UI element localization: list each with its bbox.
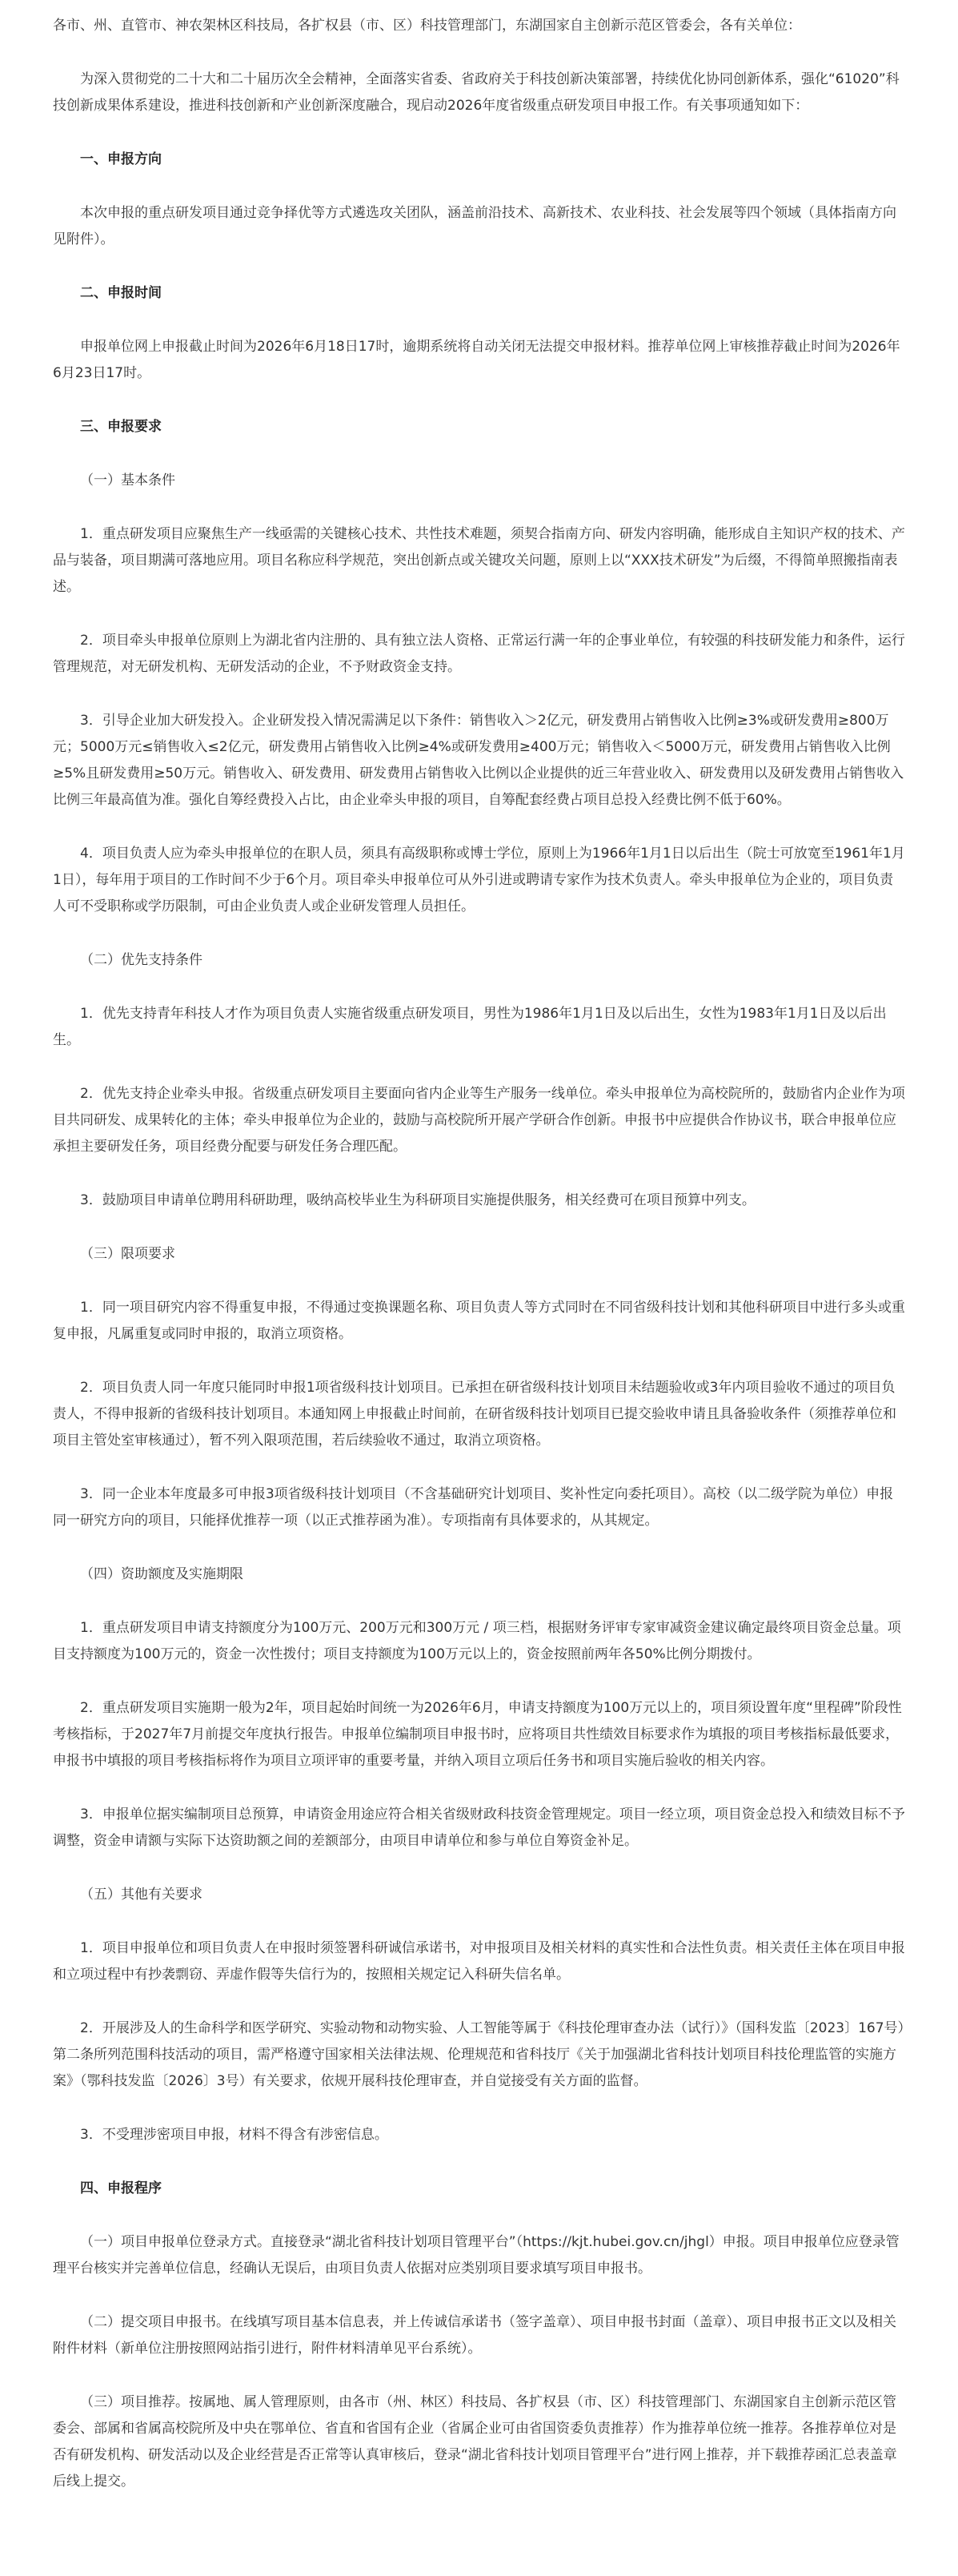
paragraph: 2．项目牵头申报单位原则上为湖北省内注册的、具有独立法人资格、正常运行满一年的企事业单位，有较强的科技研发能力和条件，运行管理规范，对无研发机构、无研发活动的企业，不予财政资金支持。 (53, 633, 905, 675)
paragraph: 申报单位网上申报截止时间为2026年6月18日17时，逾期系统将自动关闭无法提交申报材料。推荐单位网上审核推荐截止时间为2026年6月23日17时。 (53, 339, 900, 381)
paragraph: 3．引导企业加大研发投入。企业研发投入情况需满足以下条件：销售收入＞2亿元，研发费用占销售收入比例≥3%或研发费用≥800万元；5000万元≤销售收入≤2亿元，研发费用占销售收入比例≥4%或研发费用≥400万元；销售收入＜5000万元，研发费用占销售收入比例≥5%且研发费用≥50万元。销售收入、研发费用、研发费用占销售收入比例以企业提供的近三年营业收入、研发费用以及研发费用占销售收入比例三年最高值为准。强化自筹经费投入占比，由企业牵头申报的项目，自筹配套经费占项目总投入经费比例不低于60%。 (53, 713, 904, 808)
section-heading-direction: 一、申报方向 (80, 151, 162, 167)
subsection-heading: （二）优先支持条件 (80, 952, 202, 968)
paragraph: 3．不受理涉密项目申报，材料不得含有涉密信息。 (80, 2127, 388, 2143)
paragraph: 3．同一企业本年度最多可申报3项省级科技计划项目（不含基础研究计划项目、奖补性定向委托项目）。高校（以二级学院为单位）申报同一研究方向的项目，只能择优推荐一项（以正式推荐函为准）。专项指南有具体要求的，从其规定。 (53, 1486, 894, 1529)
paragraph: 1．重点研发项目申请支持额度分为100万元、200万元和300万元 / 项三档，根据财务评审专家审减资金建议确定最终项目资金总量。项目支持额度为100万元的，资金一次性拨付；项目支持额度为100万元以上的，资金按照前两年各50%比例分期拨付。 (53, 1620, 901, 1662)
paragraph: （二）提交项目申报书。在线填写项目基本信息表，并上传诚信承诺书（签字盖章）、项目申报书封面（盖章）、项目申报书正文以及相关附件材料（新单位注册按照网站指引进行，附件材料清单见平台系统）。 (53, 2314, 896, 2357)
paragraph: 3．申报单位据实编制项目总预算，申请资金用途应符合相关省级财政科技资金管理规定。项目一经立项，项目资金总投入和绩效目标不予调整，资金申请额与实际下达资助额之间的差额部分，由项目申请单位和参与单位自筹资金补足。 (53, 1806, 905, 1849)
section-heading-time: 二、申报时间 (80, 285, 162, 301)
paragraph: 3．鼓励项目申请单位聘用科研助理，吸纳高校毕业生为科研项目实施提供服务，相关经费可在项目预算中列支。 (80, 1192, 756, 1208)
section-heading-requirements: 三、申报要求 (80, 419, 162, 435)
paragraph: 1．项目申报单位和项目负责人在申报时须签署科研诚信承诺书，对申报项目及相关材料的真实性和合法性负责。相关责任主体在项目申报和立项过程中有抄袭剽窃、弄虚作假等失信行为的，按照相关规定记入科研失信名单。 (53, 1940, 905, 1983)
paragraph: 1．同一项目研究内容不得重复申报，不得通过变换课题名称、项目负责人等方式同时在不同省级科技计划和其他科研项目中进行多头或重复申报，凡属重复或同时申报的，取消立项资格。 (53, 1300, 905, 1342)
subsection-heading: （四）资助额度及实施期限 (80, 1566, 243, 1582)
subsection-heading: （三）限项要求 (80, 1246, 175, 1262)
paragraph: 本次申报的重点研发项目通过竞争择优等方式遴选攻关团队，涵盖前沿技术、高新技术、农业科技、社会发展等四个领域（具体指南方向见附件）。 (53, 205, 896, 247)
subsection-heading: （五）其他有关要求 (80, 1887, 202, 1903)
addressee: 各市、州、直管市、神农架林区科技局，各扩权县（市、区）科技管理部门，东湖国家自主创新示范区管委会，各有关单位： (53, 18, 801, 34)
paragraph: 2．项目负责人同一年度只能同时申报1项省级科技计划项目。已承担在研省级科技计划项目未结题验收或3年内项目验收不通过的项目负责人，不得申报新的省级科技计划项目。本通知网上申报截止时间前，在研省级科技计划项目已提交验收申请且具备验收条件（须推荐单位和项目主管处室审核通过），暂不列入限项范围，若后续验收不通过，取消立项资格。 (53, 1380, 896, 1449)
paragraph: 1．优先支持青年科技人才作为项目负责人实施省级重点研发项目，男性为1986年1月1日及以后出生，女性为1983年1月1日及以后出生。 (53, 1006, 887, 1048)
paragraph: 1．重点研发项目应聚焦生产一线亟需的关键核心技术、共性技术难题，须契合指南方向、研发内容明确，能形成自主知识产权的技术、产品与装备，项目期满可落地应用。项目名称应科学规范，突出创新点或关键攻关问题，原则上以“XXX技术研发”为后缀，不得简单照搬指南表述。 (53, 526, 905, 595)
subsection-heading: （一）基本条件 (80, 472, 175, 488)
paragraph: 2．重点研发项目实施期一般为2年，项目起始时间统一为2026年6月，申请支持额度为100万元以上的，项目须设置年度“里程碑”阶段性考核指标，于2027年7月前提交年度执行报告。申报单位编制项目申报书时，应将项目共性绩效目标要求作为填报的项目考核指标最低要求，申报书中填报的项目考核指标将作为项目立项评审的重要考量，并纳入项目立项后任务书和项目实施后验收的相关内容。 (53, 1700, 902, 1769)
paragraph: （一）项目申报单位登录方式。直接登录“湖北省科技计划项目管理平台”（https://kjt.hubei.gov.cn/jhgl）申报。项目申报单位应登录管理平台核实并完善单位信息，经确认无误后，由项目负责人依据对应类别项目要求填写项目申报书。 (53, 2234, 900, 2277)
section-heading-procedure: 四、申报程序 (80, 2180, 162, 2196)
paragraph: （三）项目推荐。按属地、属人管理原则，由各市（州、林区）科技局、各扩权县（市、区）科技管理部门、东湖国家自主创新示范区管委会、部属和省属高校院所及中央在鄂单位、省直和省国有企业（省属企业可由省国资委负责推荐）作为推荐单位统一推荐。各推荐单位对是否有研发机构、研发活动以及企业经营是否正常等认真审核后，登录“湖北省科技计划项目管理平台”进行网上推荐，并下载推荐函汇总表盖章后线上提交。 (53, 2394, 897, 2490)
paragraph: 2．优先支持企业牵头申报。省级重点研发项目主要面向省内企业等生产服务一线单位。牵头申报单位为高校院所的，鼓励省内企业作为项目共同研发、成果转化的主体；牵头申报单位为企业的，鼓励与高校院所开展产学研合作创新。申报书中应提供合作协议书，联合申报单位应承担主要研发任务，项目经费分配要与研发任务合理匹配。 (53, 1086, 905, 1155)
paragraph: 2．开展涉及人的生命科学和医学研究、实验动物和动物实验、人工智能等属于《科技伦理审查办法（试行）》（国科发监〔2023〕167号）第二条所列范围科技活动的项目，需严格遵守国家相关法律法规、伦理规范和省科技厅《关于加强湖北省科技计划项目科技伦理监管的实施方案》（鄂科技发监〔2026〕3号）有关要求，依规开展科技伦理审查，并自觉接受有关方面的监督。 (53, 2020, 905, 2089)
paragraph: 4．项目负责人应为牵头申报单位的在职人员，须具有高级职称或博士学位，原则上为1966年1月1日以后出生（院士可放宽至1961年1月1日），每年用于项目的工作时间不少于6个月。项目牵头申报单位可从外引进或聘请专家作为技术负责人。牵头申报单位为企业的，项目负责人可不受职称或学历限制，可由企业负责人或企业研发管理人员担任。 (53, 846, 905, 914)
intro-paragraph: 为深入贯彻党的二十大和二十届历次全会精神，全面落实省委、省政府关于科技创新决策部署，持续优化协同创新体系，强化“61020”科技创新成果体系建设，推进科技创新和产业创新深度融合，现启动2026年度省级重点研发项目申报工作。有关事项通知如下： (53, 71, 900, 114)
